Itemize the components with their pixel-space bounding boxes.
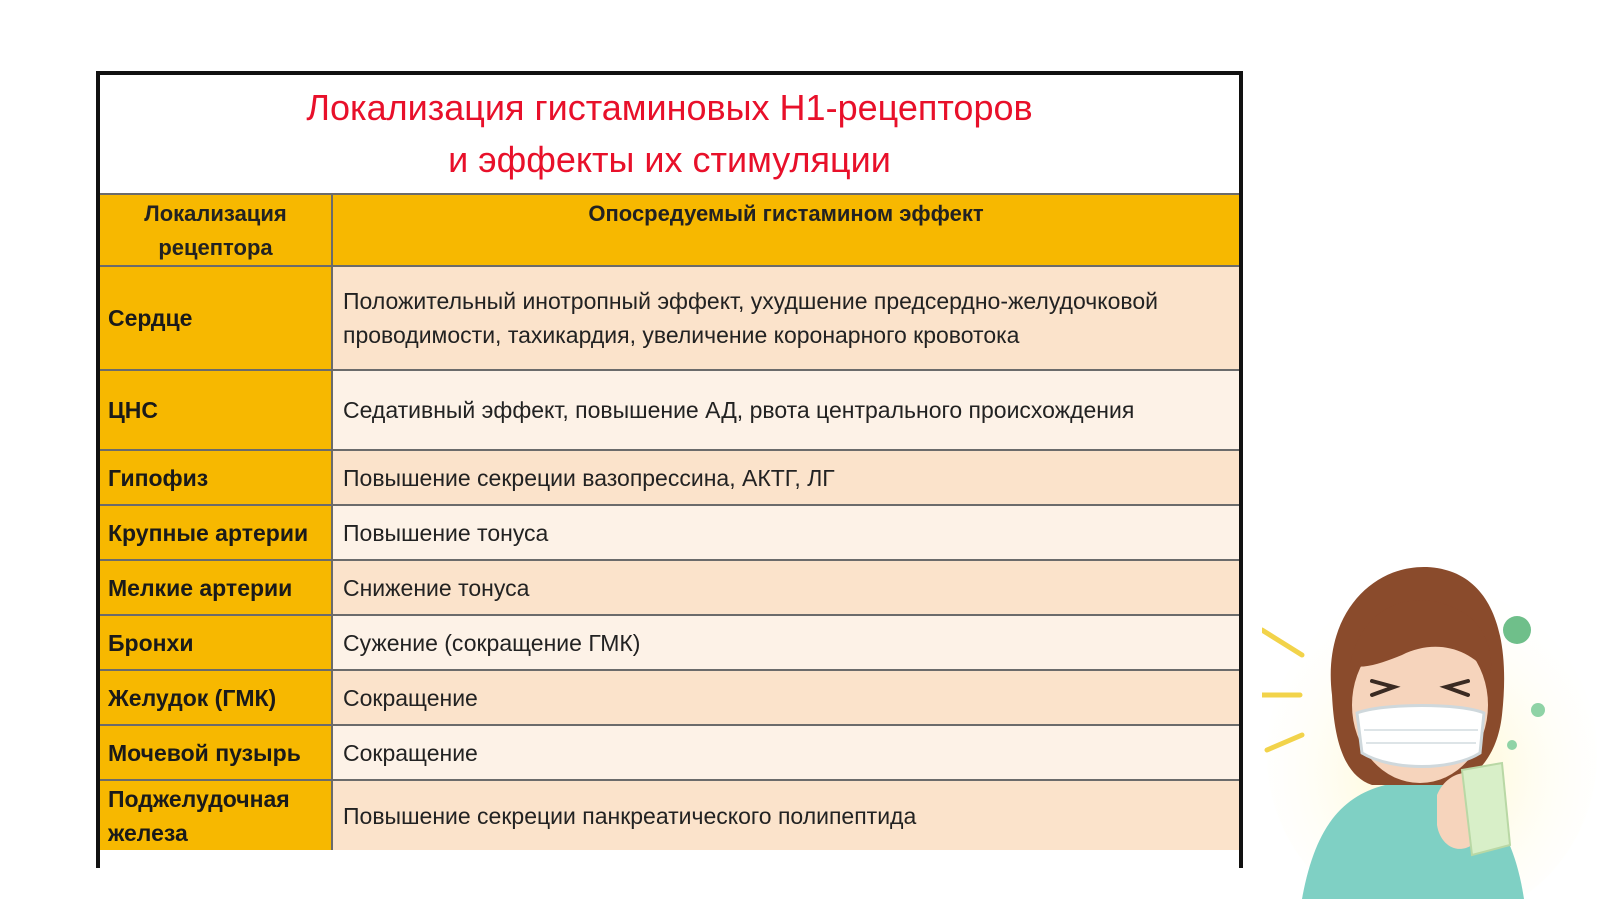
table-row — [100, 450, 1239, 505]
table-frame — [96, 71, 1243, 868]
row-effect: Повышение секреции вазопрессина, АКТГ, ЛГ — [332, 450, 1239, 505]
title-line-1: Локализация гистаминовых Н1-рецепторов — [306, 87, 1033, 128]
sneezing-woman-illustration — [1262, 545, 1600, 899]
header-location: Локализация рецептора — [100, 194, 332, 266]
table-row — [100, 725, 1239, 780]
row-effect: Повышение тонуса — [332, 505, 1239, 560]
slide-title — [100, 75, 1239, 193]
row-location: ЦНС — [100, 370, 332, 450]
row-location: Мочевой пузырь — [100, 725, 332, 780]
row-location: Бронхи — [100, 615, 332, 670]
row-effect: Положительный инотропный эффект, ухудшение предсердно-желудочковой проводимости, тахикардия, увеличение коронарного кровотока — [332, 266, 1239, 370]
header-effect: Опосредуемый гистамином эффект — [332, 194, 1239, 266]
table-header-row — [100, 194, 1239, 266]
table-row — [100, 370, 1239, 450]
row-effect: Седативный эффект, повышение АД, рвота центрального происхождения — [332, 370, 1239, 450]
table-row — [100, 780, 1239, 850]
table-row — [100, 560, 1239, 615]
row-effect: Повышение секреции панкреатического полипептида — [332, 780, 1239, 850]
table-row — [100, 615, 1239, 670]
row-effect: Сокращение — [332, 725, 1239, 780]
table-row — [100, 670, 1239, 725]
row-effect: Снижение тонуса — [332, 560, 1239, 615]
row-location: Мелкие артерии — [100, 560, 332, 615]
title-line-2: и эффекты их стимуляции — [448, 139, 891, 180]
table-row — [100, 505, 1239, 560]
row-location: Гипофиз — [100, 450, 332, 505]
row-location: Крупные артерии — [100, 505, 332, 560]
row-effect: Сокращение — [332, 670, 1239, 725]
receptor-table — [100, 193, 1239, 850]
table-row — [100, 266, 1239, 370]
row-location: Поджелудочная железа — [100, 780, 332, 850]
face-mask-icon — [1357, 706, 1484, 767]
row-effect: Сужение (сокращение ГМК) — [332, 615, 1239, 670]
row-location: Сердце — [100, 266, 332, 370]
row-location: Желудок (ГМК) — [100, 670, 332, 725]
